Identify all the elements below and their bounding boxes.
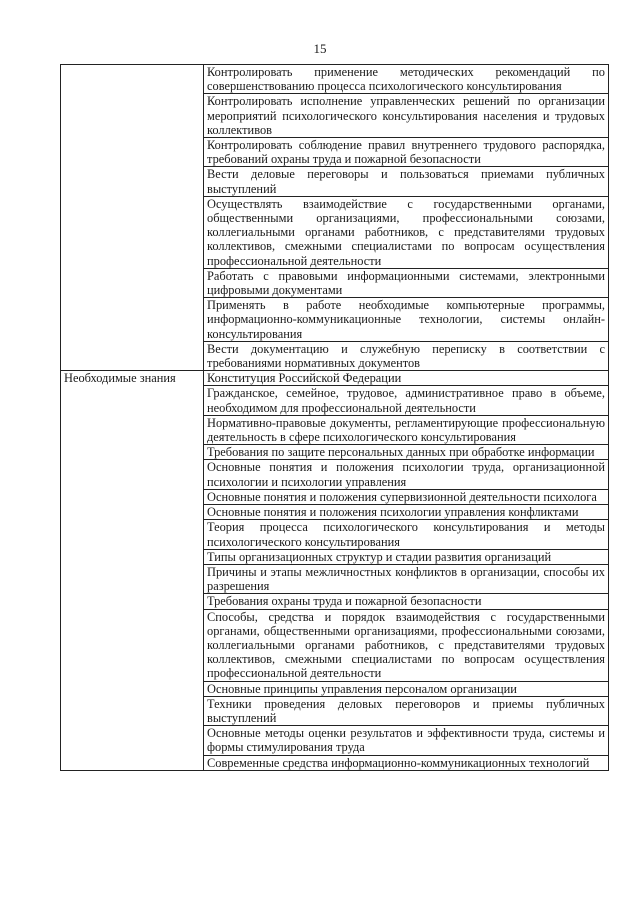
skill-item: Контролировать соблюдение правил внутреннего трудового распорядка, требований охраны труда и пожарной безопасности <box>204 138 609 167</box>
skills-label-cell <box>61 65 204 371</box>
requirements-table <box>60 64 609 771</box>
knowledge-item: Теория процесса психологического консультирования и методы психологического консультирования <box>204 520 609 549</box>
skill-item: Применять в работе необходимые компьютерные программы, информационно-коммуникационные технологии, системы онлайн-консультирования <box>204 298 609 342</box>
knowledge-item: Основные понятия и положения психологии управления конфликтами <box>204 505 609 520</box>
knowledge-label: Необходимые знания <box>61 371 204 770</box>
knowledge-item: Современные средства информационно-коммуникационных технологий <box>204 755 609 770</box>
knowledge-item: Способы, средства и порядок взаимодействия с государственными органами, общественными организациями, профессиональными союзами, коллегиальными органами работников, с представителями трудовых коллективов, смежными специалистами по вопросам осуществления профессиональной деятельности <box>204 609 609 681</box>
knowledge-item: Нормативно-правовые документы, регламентирующие профессиональную деятельность в сфере психологического консультирования <box>204 415 609 444</box>
knowledge-item: Причины и этапы межличностных конфликтов в организации, способы их разрешения <box>204 564 609 593</box>
knowledge-item: Гражданское, семейное, трудовое, административное право в объеме, необходимом для профессиональной деятельности <box>204 386 609 415</box>
knowledge-item: Требования охраны труда и пожарной безопасности <box>204 594 609 609</box>
knowledge-item: Конституция Российской Федерации <box>204 371 609 386</box>
table-row <box>61 65 609 94</box>
skill-item: Работать с правовыми информационными системами, электронными цифровыми документами <box>204 268 609 297</box>
skill-item: Вести деловые переговоры и пользоваться приемами публичных выступлений <box>204 167 609 196</box>
skill-item: Контролировать применение методических рекомендаций по совершенствованию процесса психологического консультирования <box>204 65 609 94</box>
knowledge-item: Типы организационных структур и стадии развития организаций <box>204 549 609 564</box>
knowledge-item: Основные принципы управления персоналом организации <box>204 681 609 696</box>
knowledge-item: Основные понятия и положения супервизионной деятельности психолога <box>204 489 609 504</box>
knowledge-item: Требования по защите персональных данных при обработке информации <box>204 445 609 460</box>
table-row <box>61 371 609 386</box>
page-number: 15 <box>313 41 327 56</box>
skill-item: Осуществлять взаимодействие с государственными органами, общественными организациями, профессиональными союзами, коллегиальными органами работников, с представителями трудовых коллективов, смежными специалистами по вопросам осуществления профессиональной деятельности <box>204 196 609 268</box>
knowledge-item: Техники проведения деловых переговоров и приемы публичных выступлений <box>204 696 609 725</box>
knowledge-item: Основные понятия и положения психологии труда, организационной психологии и психологии управления <box>204 460 609 489</box>
skill-item: Контролировать исполнение управленческих решений по организации мероприятий психологического консультирования населения и трудовых коллективов <box>204 94 609 138</box>
skill-item: Вести документацию и служебную переписку в соответствии с требованиями нормативных документов <box>204 341 609 370</box>
knowledge-item: Основные методы оценки результатов и эффективности труда, системы и формы стимулирования труда <box>204 726 609 755</box>
